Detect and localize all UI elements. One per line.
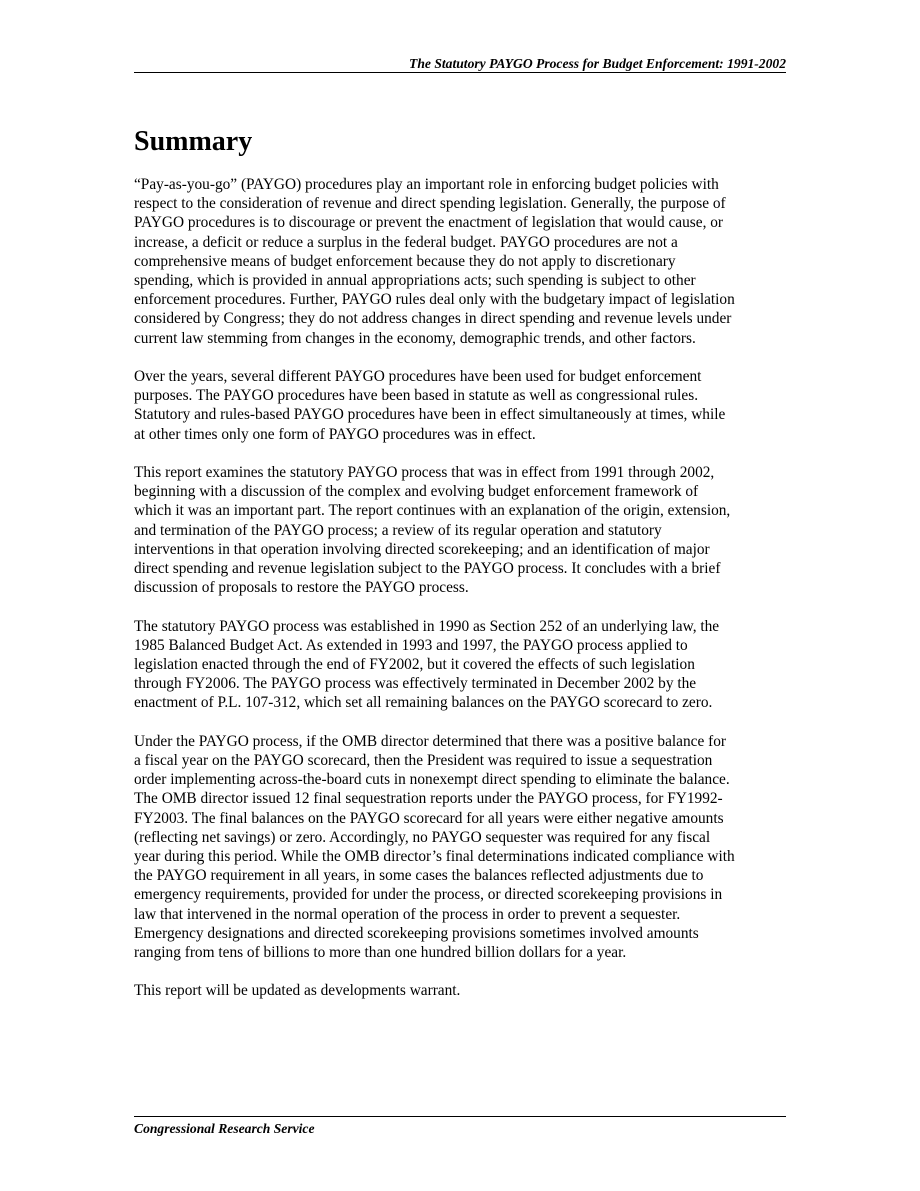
text-line: ranging from tens of billions to more than one hundred billion dollars for a year. [134,944,627,962]
text-line: PAYGO procedures is to discourage or prevent the enactment of legislation that would cause, or [134,214,724,232]
text-line: The statutory PAYGO process was established in 1990 as Section 252 of an underlying law, the [134,617,720,635]
summary-paragraph [134,732,786,962]
running-header: The Statutory PAYGO Process for Budget Enforcement: 1991-2002 [409,56,786,71]
footer-publisher: Congressional Research Service [134,1121,315,1136]
text-line: a fiscal year on the PAYGO scorecard, then the President was required to issue a sequestration [134,752,713,770]
text-line: and termination of the PAYGO process; a review of its regular operation and statutory [134,521,662,539]
text-line: through FY2006. The PAYGO process was effectively terminated in December 2002 by the [134,675,697,693]
text-line: This report examines the statutory PAYGO process that was in effect from 1991 through 2002, [134,464,715,482]
text-line: discussion of proposals to restore the PAYGO process. [134,579,469,597]
page-title: Summary [134,126,253,157]
summary-paragraph [134,175,786,348]
text-line: the PAYGO requirement in all years, in some cases the balances reflected adjustments due to [134,867,704,885]
text-line: legislation enacted through the end of FY2002, but it covered the effects of such legislation [134,656,695,674]
text-line: law that intervened in the normal operation of the process in order to prevent a sequester. [134,905,681,923]
text-line: “Pay-as-you-go” (PAYGO) procedures play an important role in enforcing budget policies with [134,176,719,193]
summary-paragraph [134,617,786,713]
text-line: emergency requirements, provided for under the process, or directed scorekeeping provisions in [134,886,723,904]
text-line: respect to the consideration of revenue and direct spending legislation. Generally, the purpose of [134,195,726,213]
text-line: enforcement procedures. Further, PAYGO rules deal only with the budgetary impact of legislation [134,291,735,309]
text-line: considered by Congress; they do not address changes in direct spending and revenue levels under [134,310,732,328]
summary-paragraph [134,367,786,444]
text-line: year during this period. While the OMB director’s final determinations indicated compliance with [134,848,735,866]
text-line: order implementing across-the-board cuts in nonexempt direct spending to eliminate the balance. [134,771,730,789]
text-line: increase, a deficit or reduce a surplus in the federal budget. PAYGO procedures are not a [134,233,678,251]
text-line: Statutory and rules-based PAYGO procedures have been in effect simultaneously at times, while [134,406,726,424]
text-line: The OMB director issued 12 final sequestration reports under the PAYGO process, for FY1992- [134,790,723,808]
text-line: Over the years, several different PAYGO procedures have been used for budget enforcement [134,368,702,386]
text-line: comprehensive means of budget enforcement because they do not apply to discretionary [134,252,676,270]
text-line: beginning with a discussion of the complex and evolving budget enforcement framework of [134,483,699,501]
text-line: direct spending and revenue legislation subject to the PAYGO process. It concludes with a brief [134,560,721,578]
text-line: which it was an important part. The report continues with an explanation of the origin, extension, [134,502,731,520]
summary-paragraph [134,463,786,597]
text-line: Emergency designations and directed scorekeeping provisions sometimes involved amounts [134,924,699,942]
header-divider [134,72,786,73]
footer-divider [134,1116,786,1117]
text-line: interventions in that operation involving directed scorekeeping; and an identification of major [134,540,710,558]
text-line: spending, which is provided in annual appropriations acts; such spending is subject to other [134,272,696,290]
summary-paragraph [134,981,786,1000]
text-line: 1985 Balanced Budget Act. As extended in 1993 and 1997, the PAYGO process applied to [134,636,688,654]
text-line: FY2003. The final balances on the PAYGO scorecard for all years were either negative amounts [134,809,724,827]
text-line: current law stemming from changes in the economy, demographic trends, and other factors. [134,329,696,347]
text-line: purposes. The PAYGO procedures have been based in statute as well as congressional rules. [134,387,699,405]
text-line: at other times only one form of PAYGO procedures was in effect. [134,425,536,443]
text-line: enactment of P.L. 107-312, which set all remaining balances on the PAYGO scorecard to zero. [134,694,713,712]
summary-body [134,175,786,1020]
text-line: This report will be updated as developments warrant. [134,982,461,1000]
text-line: Under the PAYGO process, if the OMB director determined that there was a positive balance for [134,732,726,750]
text-line: (reflecting net savings) or zero. Accordingly, no PAYGO sequester was required for any fiscal [134,828,711,846]
